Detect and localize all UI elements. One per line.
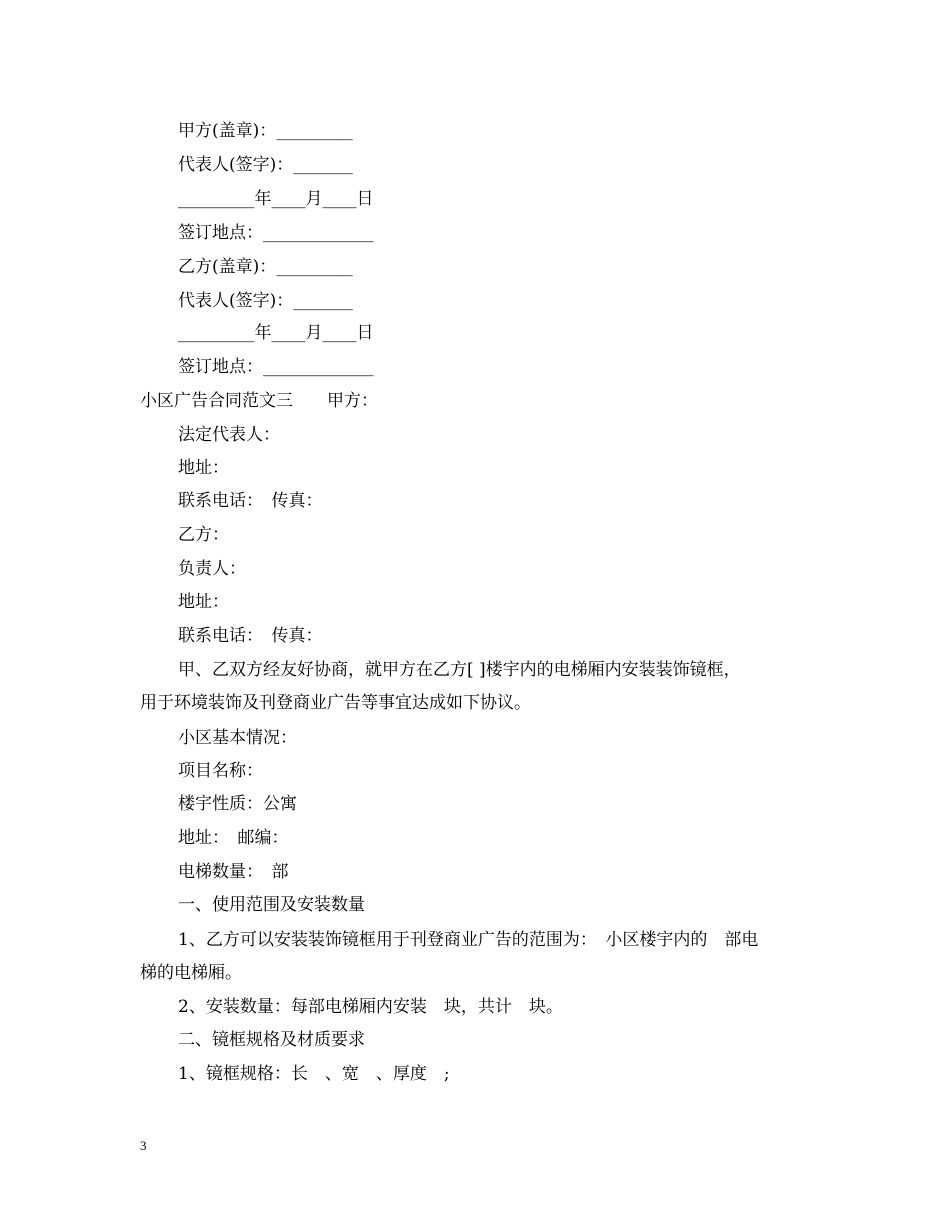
clause-1-heading: 一、使用范围及安装数量 bbox=[178, 895, 365, 915]
party-a-address-line: 地址： bbox=[178, 458, 229, 478]
party-b-signing-place-line: 签订地点：_____________ bbox=[178, 357, 374, 377]
responsible-person-line: 负责人： bbox=[178, 559, 246, 579]
clause-2-item-1-line: 1、镜框规格：长 、宽 、厚度 ; bbox=[178, 1064, 450, 1084]
page-number: 3 bbox=[140, 1138, 147, 1153]
agreement-intro-line-1: 甲、乙双方经友好协商，就甲方在乙方[ ]楼宇内的电梯厢内安装装饰镜框， bbox=[178, 660, 741, 680]
clause-1-item-1-line-2: 梯的电梯厢。 bbox=[140, 963, 242, 983]
address-postcode-line: 地址： 邮编： bbox=[178, 828, 289, 848]
clause-1-item-1-line-1: 1、乙方可以安装装饰镜框用于刊登商业广告的范围为： 小区楼宇内的 部电 bbox=[178, 930, 759, 950]
party-a-contact-line: 联系电话： 传真： bbox=[178, 491, 323, 511]
party-a-date-line: _________年____月____日 bbox=[178, 189, 374, 209]
party-b-date-line: _________年____月____日 bbox=[178, 323, 374, 343]
project-name-line: 项目名称： bbox=[178, 761, 263, 781]
party-b-line: 乙方： bbox=[178, 525, 229, 545]
building-type-line: 楼宇性质：公寓 bbox=[178, 794, 297, 814]
agreement-intro-line-2: 用于环境装饰及刊登商业广告等事宜达成如下协议。 bbox=[140, 693, 531, 713]
section-title-line: 小区广告合同范文三 甲方： bbox=[140, 391, 378, 411]
community-info-heading: 小区基本情况： bbox=[178, 728, 297, 748]
party-a-signing-place-line: 签订地点：_____________ bbox=[178, 223, 374, 243]
clause-1-item-2-line: 2、安装数量：每部电梯厢内安装 块，共计 块。 bbox=[178, 997, 563, 1017]
party-b-representative-line: 代表人(签字)：_______ bbox=[178, 291, 353, 311]
party-b-contact-line: 联系电话： 传真： bbox=[178, 626, 323, 646]
elevator-count-line: 电梯数量： 部 bbox=[178, 862, 289, 882]
party-a-seal-line: 甲方(盖章)：_________ bbox=[178, 121, 353, 141]
party-b-seal-line: 乙方(盖章)：_________ bbox=[178, 257, 353, 277]
party-b-address-line: 地址： bbox=[178, 592, 229, 612]
clause-2-heading: 二、镜框规格及材质要求 bbox=[178, 1030, 365, 1050]
party-a-representative-line: 代表人(签字)：_______ bbox=[178, 155, 353, 175]
legal-representative-line: 法定代表人： bbox=[178, 425, 280, 445]
